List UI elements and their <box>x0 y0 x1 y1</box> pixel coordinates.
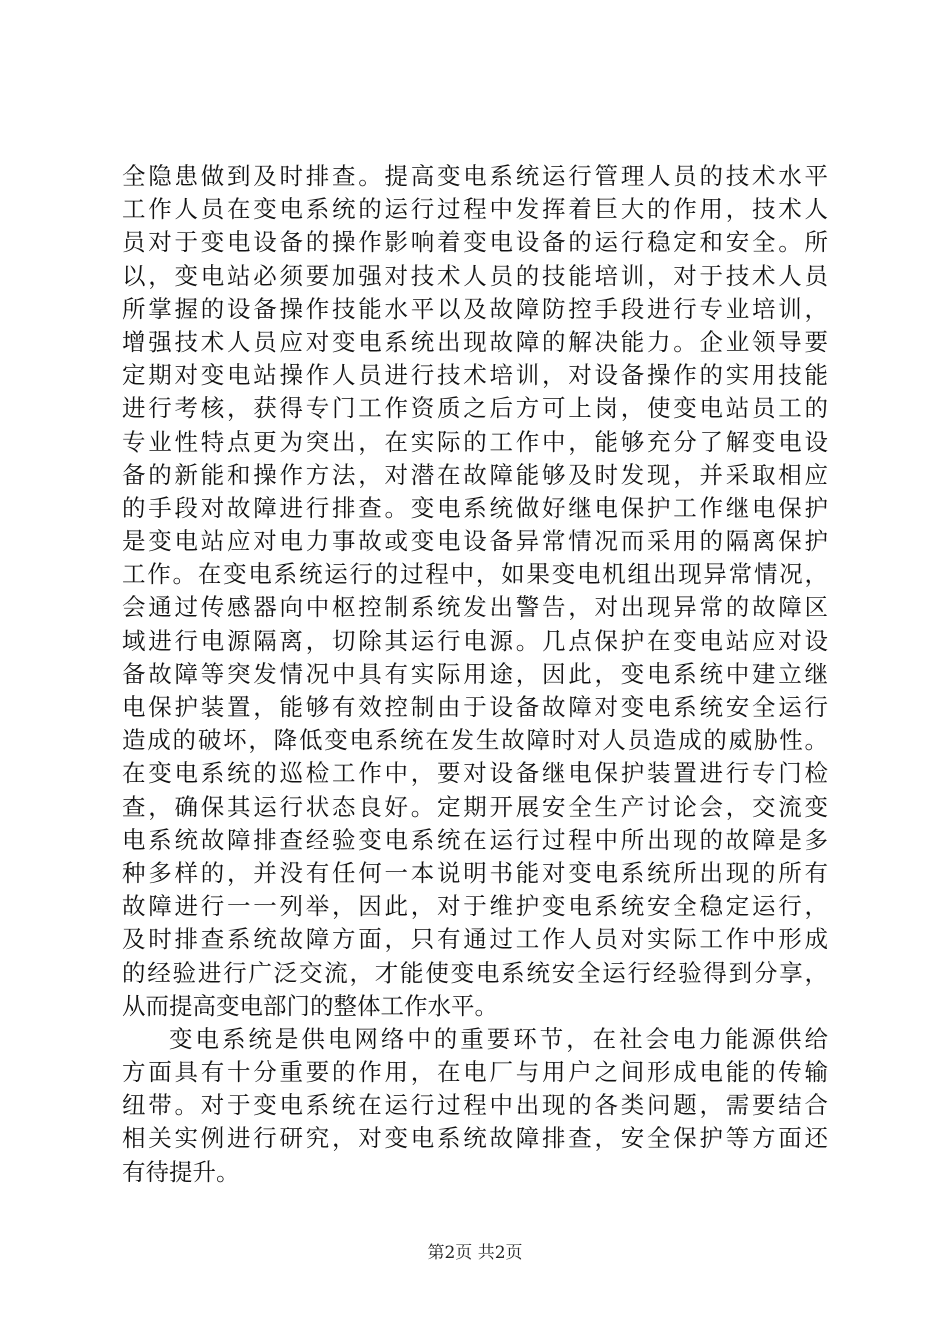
text-line: 造成的破坏，降低变电系统在发生故障时对人员造成的威胁性。 <box>122 726 828 755</box>
text-line: 会通过传感器向中枢控制系统发出警告，对出现异常的故障区 <box>122 593 828 622</box>
text-line: 工作。在变电系统运行的过程中，如果变电机组出现异常情况， <box>122 560 828 589</box>
text-line: 及时排查系统故障方面，只有通过工作人员对实际工作中形成 <box>122 925 828 954</box>
body-text <box>122 160 828 1189</box>
text-line: 电系统故障排查经验变电系统在运行过程中所出现的故障是多 <box>122 825 828 854</box>
text-line: 是变电站应对电力事故或变电设备异常情况而采用的隔离保护 <box>122 527 828 556</box>
text-line: 备故障等突发情况中具有实际用途，因此，变电系统中建立继 <box>122 659 828 688</box>
text-line: 增强技术人员应对变电系统出现故障的解决能力。企业领导要 <box>122 327 828 356</box>
text-line: 域进行电源隔离，切除其运行电源。几点保护在变电站应对设 <box>122 626 828 655</box>
text-line: 有待提升。 <box>122 1157 240 1186</box>
text-line: 电保护装置，能够有效控制由于设备故障对变电系统安全运行 <box>122 693 828 721</box>
text-line: 以，变电站必须要加强对技术人员的技能培训，对于技术人员 <box>122 261 828 290</box>
text-line: 查，确保其运行状态良好。定期开展安全生产讨论会，交流变 <box>122 792 828 821</box>
text-line: 的经验进行广泛交流，才能使变电系统安全运行经验得到分享， <box>122 958 828 987</box>
text-line: 从而提高变电部门的整体工作水平。 <box>122 991 498 1020</box>
text-line: 全隐患做到及时排查。提高变电系统运行管理人员的技术水平 <box>122 162 828 190</box>
text-line: 员对于变电设备的操作影响着变电设备的运行稳定和安全。所 <box>122 228 828 257</box>
page-number-footer: 第2页 共2页 <box>427 1243 523 1263</box>
text-line: 进行考核，获得专门工作资质之后方可上岗，使变电站员工的 <box>122 394 828 423</box>
text-line: 故障进行一一列举，因此，对于维护变电系统安全稳定运行， <box>122 892 828 921</box>
text-line: 工作人员在变电系统的运行过程中发挥着巨大的作用，技术人 <box>122 195 828 224</box>
text-line: 的手段对故障进行排查。变电系统做好继电保护工作继电保护 <box>122 493 828 522</box>
text-line: 专业性特点更为突出，在实际的工作中，能够充分了解变电设 <box>122 427 828 456</box>
text-line: 种多样的，并没有任何一本说明书能对变电系统所出现的所有 <box>122 858 828 887</box>
paragraph-start-line: 变电系统是供电网络中的重要环节，在社会电力能源供给 <box>169 1024 828 1053</box>
text-line: 在变电系统的巡检工作中，要对设备继电保护装置进行专门检 <box>122 759 828 788</box>
text-line: 纽带。对于变电系统在运行过程中出现的各类问题，需要结合 <box>122 1091 828 1120</box>
text-line: 相关实例进行研究，对变电系统故障排查，安全保护等方面还 <box>122 1124 828 1153</box>
text-line: 所掌握的设备操作技能水平以及故障防控手段进行专业培训， <box>122 294 828 323</box>
text-line: 定期对变电站操作人员进行技术培训，对设备操作的实用技能 <box>122 361 828 390</box>
text-line: 备的新能和操作方法，对潜在故障能够及时发现，并采取相应 <box>122 460 828 489</box>
text-line: 方面具有十分重要的作用，在电厂与用户之间形成电能的传输 <box>122 1058 828 1087</box>
